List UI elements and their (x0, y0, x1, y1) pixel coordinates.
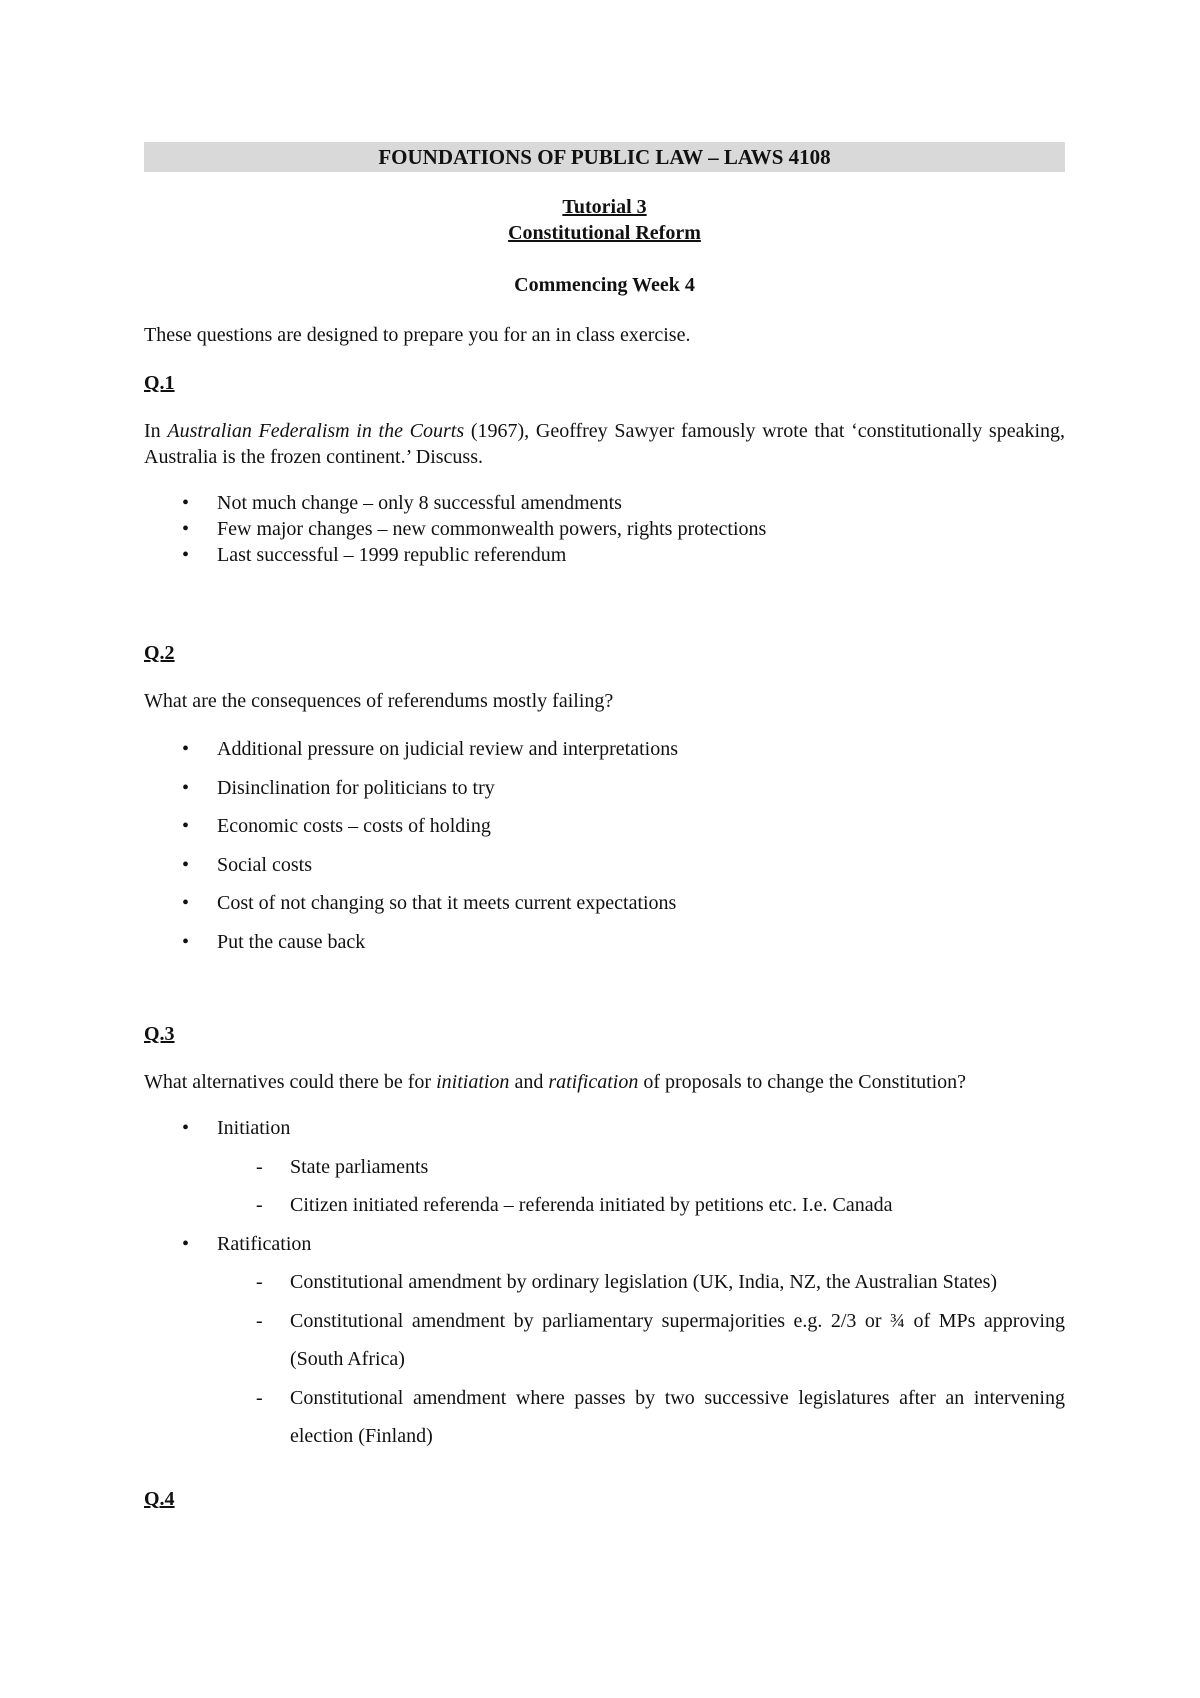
list-item: • Few major changes – new commonwealth powers, rights protections (144, 516, 1065, 542)
list-item: • Put the cause back (144, 923, 1065, 962)
list-item (144, 1109, 1065, 1225)
sublist-item: - Constitutional amendment by parliamentary supermajorities e.g. 2/3 or ¾ of MPs approving (South Africa) (253, 1302, 1065, 1379)
sublist-item: - State parliaments (253, 1148, 1065, 1187)
initiation-label: Initiation (217, 1117, 291, 1139)
q1-text-prefix: In (144, 420, 168, 442)
q1-book-title: Australian Federalism in the Courts (167, 420, 465, 442)
intro-text: These questions are designed to prepare you for an in class exercise. (144, 324, 691, 346)
commencing-week: Commencing Week 4 (514, 274, 695, 296)
q1-question (144, 418, 1065, 470)
list-item: • Last successful – 1999 republic referendum (144, 542, 1065, 568)
sublist-item: - Citizen initiated referenda – referenda initiated by petitions etc. I.e. Canada (253, 1186, 1065, 1225)
q1-heading: Q.1 (144, 372, 175, 394)
list-item: • Not much change – only 8 successful amendments (144, 490, 1065, 516)
q4-heading: Q.4 (144, 1487, 175, 1510)
tutorial-topic: Constitutional Reform (508, 222, 701, 244)
q2-heading: Q.2 (144, 642, 175, 664)
q2-bullet-list (144, 730, 1065, 961)
course-title: FOUNDATIONS OF PUBLIC LAW – LAWS 4108 (144, 142, 1065, 172)
initiation-sublist (144, 1148, 1065, 1225)
q3-text-part2: and (509, 1071, 549, 1093)
tutorial-number: Tutorial 3 (562, 196, 647, 218)
list-item: • Economic costs – costs of holding (144, 807, 1065, 846)
sublist-item: - Constitutional amendment where passes by two successive legislatures after an intervening election (Finland) (253, 1379, 1065, 1456)
q2-question: What are the consequences of referendums mostly failing? (144, 690, 614, 712)
list-item: • Cost of not changing so that it meets current expectations (144, 884, 1065, 923)
ratification-label: Ratification (217, 1232, 312, 1255)
document-page (144, 142, 1065, 1512)
q3-initiation-term: initiation (436, 1071, 510, 1093)
q3-question (144, 1069, 1065, 1095)
q3-text-part1: What alternatives could there be for (144, 1071, 437, 1093)
list-item: • Disinclination for politicians to try (144, 769, 1065, 808)
ratification-sublist (144, 1263, 1065, 1456)
list-item (144, 1225, 1065, 1456)
q1-bullet-list (144, 490, 1065, 568)
q3-bullet-list (144, 1109, 1065, 1456)
sublist-item: - Constitutional amendment by ordinary legislation (UK, India, NZ, the Australian States) (253, 1263, 1065, 1302)
list-item: • Social costs (144, 846, 1065, 885)
q1-text-suffix: (1967), Geoffrey Sawyer famously wrote that ‘constitutionally speaking, Australia is the frozen continent.’ Discuss. (144, 420, 1065, 468)
list-item: • Additional pressure on judicial review and interpretations (144, 730, 1065, 769)
q3-heading: Q.3 (144, 1023, 175, 1045)
q3-text-part3: of proposals to change the Constitution? (638, 1071, 967, 1093)
q3-ratification-term: ratification (548, 1071, 639, 1093)
